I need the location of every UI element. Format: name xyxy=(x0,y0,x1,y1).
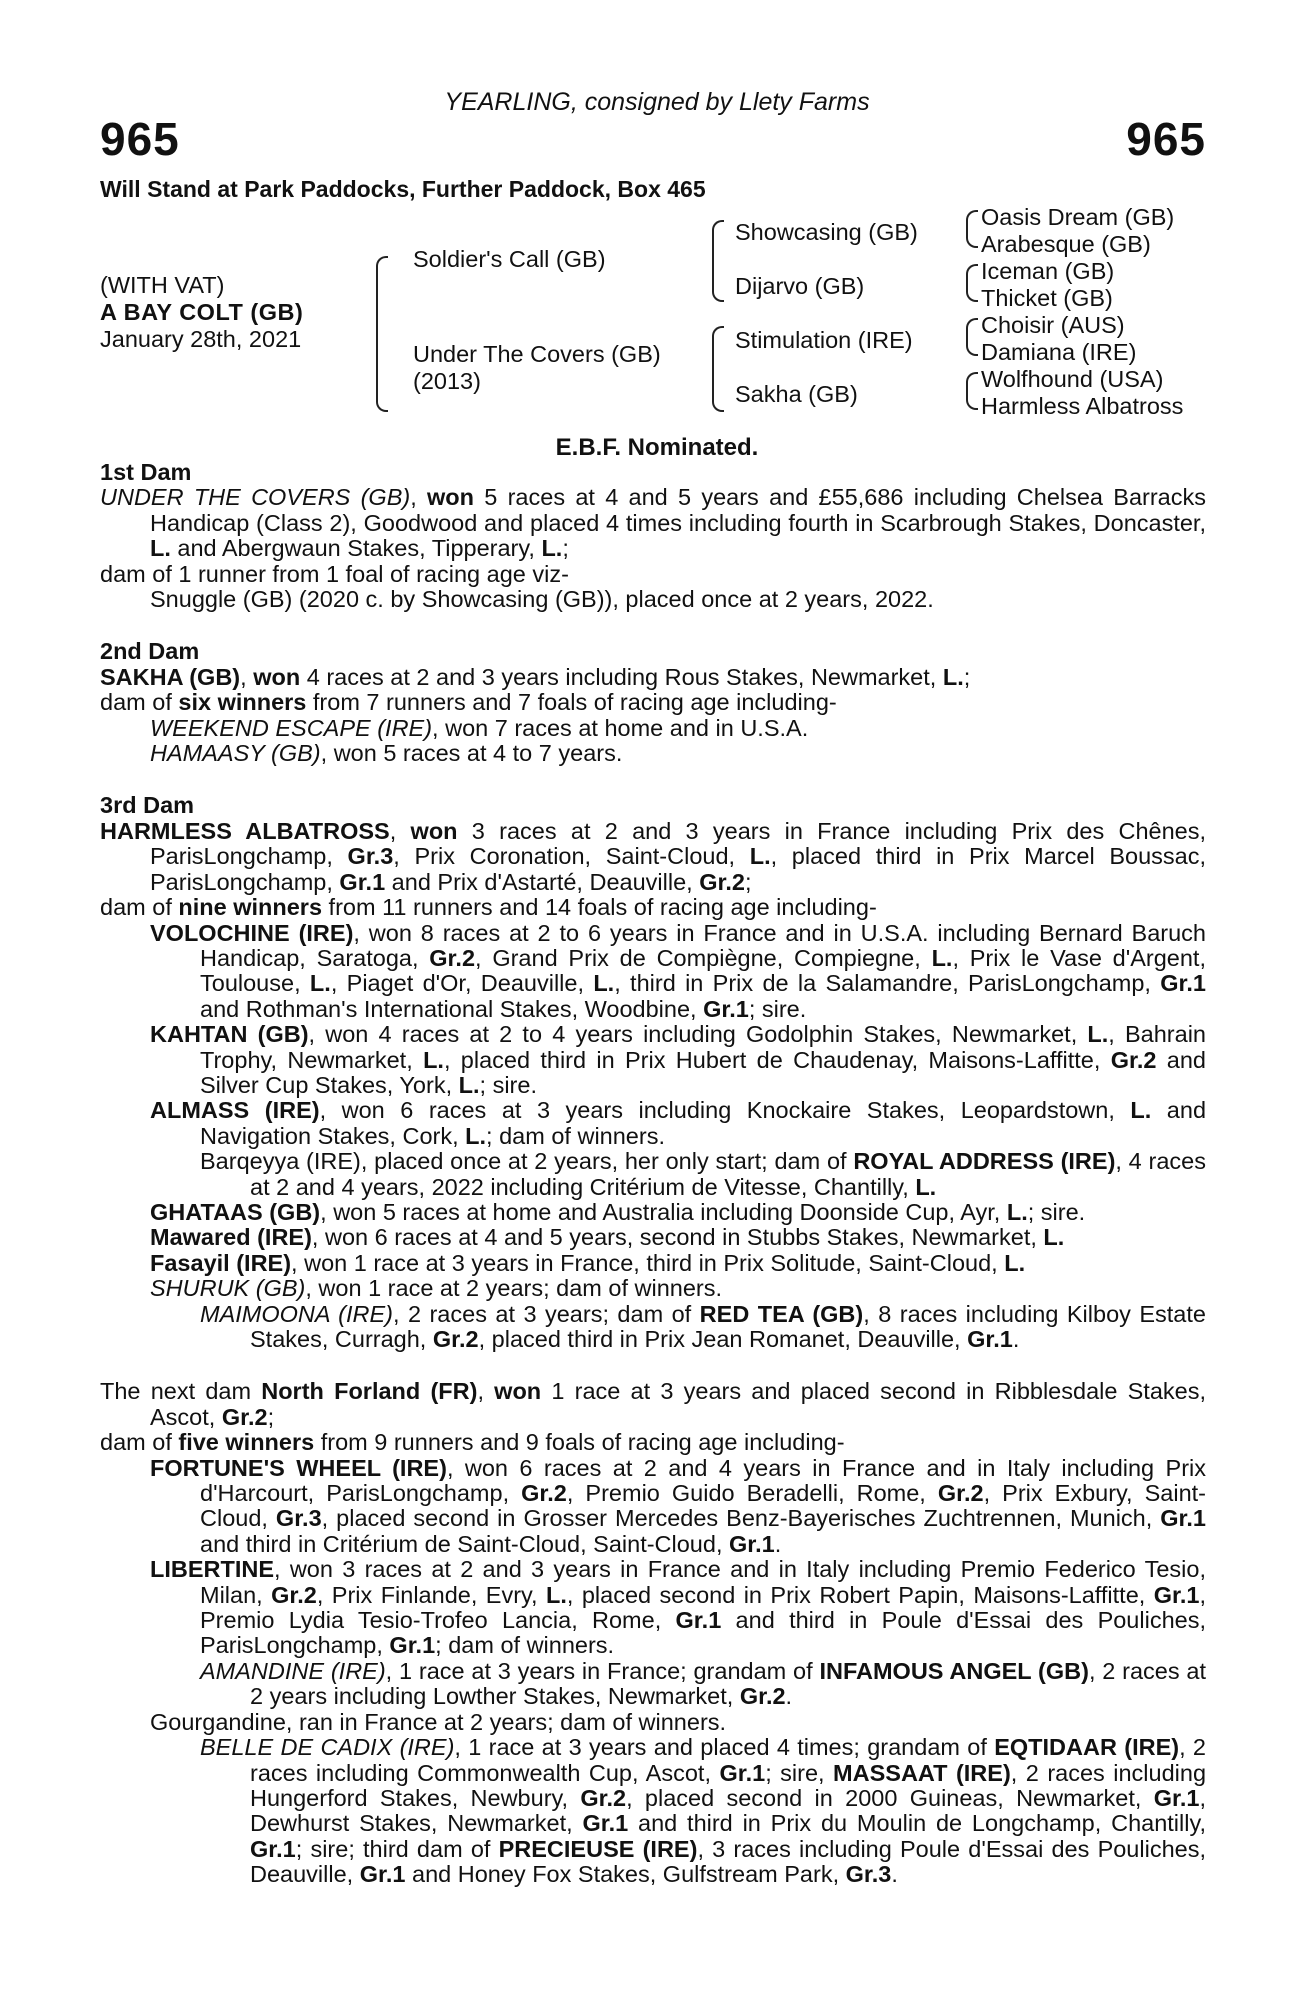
bracket-sire xyxy=(712,220,724,302)
dam3-granddaughter-maimoona: MAIMOONA (IRE), 2 races at 3 years; dam of RED TEA (GB), 8 races including Kilboy Estate Stakes, Curragh, Gr.2, placed third in Prix Jean Romanet, Deauville, Gr.1. xyxy=(200,1300,1206,1352)
g2: Arabesque (GB) xyxy=(981,231,1151,257)
next-dam-produce-summary: dam of five winners from 9 runners and 9 foals of racing age including- xyxy=(100,1429,845,1456)
next-offspring-gourgandine: Gourgandine, ran in France at 2 years; dam of winners. xyxy=(150,1708,727,1735)
ebf-nominated: E.B.F. Nominated. xyxy=(555,434,759,461)
bracket-g34 xyxy=(966,264,978,302)
dam3-offspring-fasayil: Fasayil (IRE), won 1 race at 3 years in France, third in Prix Solitude, Saint-Cloud, L. xyxy=(150,1249,1026,1276)
bracket-dam xyxy=(712,326,724,412)
bracket-g12 xyxy=(966,210,978,248)
dam-year: (2013) xyxy=(413,368,481,394)
dam-sire: Stimulation (IRE) xyxy=(735,327,913,353)
g4: Thicket (GB) xyxy=(981,285,1113,311)
dam2-offspring-weekend-escape: WEEKEND ESCAPE (IRE), won 7 races at home and in U.S.A. xyxy=(150,714,809,741)
g7: Wolfhound (USA) xyxy=(981,366,1164,392)
vat-note: (WITH VAT) xyxy=(100,272,225,298)
consignment-line: YEARLING, consigned by Llety Farms xyxy=(444,88,870,116)
g1: Oasis Dream (GB) xyxy=(981,204,1175,230)
next-granddaughter-belle-de-cadix: BELLE DE CADIX (IRE), 1 race at 3 years and placed 4 times; grandam of EQTIDAAR (IRE), 2 races including Commonwealth Cup, Ascot, Gr.1; sire, MASSAAT (IRE), 2 races including Hungerford Stakes, Newbury, Gr.2, placed second in 2000 Guineas, Newmarket, Gr.1, Dewhurst Stakes, Newmarket, Gr.1 and third in Prix du Moulin de Longchamp, Chantilly, Gr.1; sire; third dam of PRECIEUSE (IRE), 3 races including Poule d'Essai des Pouliches, Deauville, Gr.1 and Honey Fox Stakes, Gulfstream Park, Gr.3. xyxy=(200,1734,1207,1888)
next-offspring-fortunes-wheel: FORTUNE'S WHEEL (IRE), won 6 races at 2 and 4 years in France and in Italy including Prix d'Harcourt, ParisLongchamp, Gr.2, Premio Guido Beradelli, Rome, Gr.2, Prix Exbury, Saint-Cloud, Gr.3, placed second in Grosser Mercedes Benz-Bayerisches Zuchtrennen, Munich, Gr.1 and third in Critérium de Saint-Cloud, Saint-Cloud, Gr.1. xyxy=(150,1454,1207,1557)
sire-sire: Showcasing (GB) xyxy=(735,219,918,245)
dam2-offspring-hamaasy: HAMAASY (GB), won 5 races at 4 to 7 years. xyxy=(150,740,623,767)
g5: Choisir (AUS) xyxy=(981,312,1125,338)
sire-name: Soldier's Call (GB) xyxy=(413,246,606,272)
dam3-offspring-ghataas: GHATAAS (GB), won 5 races at home and Australia including Doonside Cup, Ayr, L.; sire. xyxy=(150,1198,1086,1225)
dam3-race-record: HARMLESS ALBATROSS, won 3 races at 2 and 3 years in France including Prix des Chênes, ParisLongchamp, Gr.3, Prix Coronation, Saint-Cloud, L., placed third in Prix Marcel Boussac, ParisLongchamp, Gr.1 and Prix d'Astarté, Deauville, Gr.2; xyxy=(100,817,1207,895)
dam3-granddaughter-barqeyya: Barqeyya (IRE), placed once at 2 years, her only start; dam of ROYAL ADDRESS (IRE), 4 races at 2 and 4 years, 2022 including Critérium de Vitesse, Chantilly, L. xyxy=(200,1148,1206,1200)
dam1-race-record: UNDER THE COVERS (GB), won 5 races at 4 and 5 years and £55,686 including Chelsea Barracks Handicap (Class 2), Goodwood and placed 4 times including fourth in Scarbrough Stakes, Doncaster, L. and Abergwaun Stakes, Tipperary, L.; xyxy=(100,484,1206,562)
heading-1st-dam: 1st Dam xyxy=(100,459,192,485)
heading-2nd-dam: 2nd Dam xyxy=(100,638,200,665)
dam3-offspring-mawared: Mawared (IRE), won 6 races at 4 and 5 years, second in Stubbs Stakes, Newmarket, L. xyxy=(150,1224,1065,1251)
lot-number-right: 965 xyxy=(1126,113,1206,165)
dam3-produce-summary: dam of nine winners from 11 runners and 14 foals of racing age including- xyxy=(100,894,877,921)
stand-location: Will Stand at Park Paddocks, Further Paddock, Box 465 xyxy=(100,176,706,202)
dam2-produce-summary: dam of six winners from 7 runners and 7 foals of racing age including- xyxy=(100,689,837,716)
g3: Iceman (GB) xyxy=(981,258,1115,284)
dam3-offspring-almass: ALMASS (IRE), won 6 races at 3 years including Knockaire Stakes, Leopardstown, L. and Navigation Stakes, Cork, L.; dam of winners. xyxy=(150,1097,1207,1149)
bracket-g56 xyxy=(966,318,978,356)
dam3-offspring-kahtan: KAHTAN (GB), won 4 races at 2 to 4 years including Godolphin Stakes, Newmarket, L., Bahrain Trophy, Newmarket, L., placed third in Prix Hubert de Chaudenay, Maisons-Laffitte, Gr.2 and Silver Cup Stakes, York, L.; sire. xyxy=(150,1021,1206,1098)
next-dam-race-record: The next dam North Forland (FR), won 1 race at 3 years and placed second in Ribblesdale Stakes, Ascot, Gr.2; xyxy=(100,1378,1206,1430)
bracket-g78 xyxy=(966,372,978,410)
dam-dam: Sakha (GB) xyxy=(735,381,858,407)
dam3-offspring-shuruk: SHURUK (GB), won 1 race at 2 years; dam of winners. xyxy=(150,1275,723,1302)
lot-number-left: 965 xyxy=(100,113,180,165)
dam1-produce-summary: dam of 1 runner from 1 foal of racing age viz- xyxy=(100,560,569,587)
heading-3rd-dam: 3rd Dam xyxy=(100,792,195,819)
dam-name: Under The Covers (GB) xyxy=(413,341,661,367)
bracket-parents xyxy=(376,256,388,412)
next-granddaughter-amandine: AMANDINE (IRE), 1 race at 3 years in France; grandam of INFAMOUS ANGEL (GB), 2 races at 2 years including Lowther Stakes, Newmarket, Gr.2. xyxy=(200,1657,1207,1710)
g8: Harmless Albatross xyxy=(981,393,1184,419)
g6: Damiana (IRE) xyxy=(981,339,1137,365)
dam1-foal: Snuggle (GB) (2020 c. by Showcasing (GB)), placed once at 2 years, 2022. xyxy=(150,586,934,613)
next-offspring-libertine: LIBERTINE, won 3 races at 2 and 3 years in France and in Italy including Premio Federico Tesio, Milan, Gr.2, Prix Finlande, Evry, L., placed second in Prix Robert Papin, Maisons-Laffitte, Gr.1, Premio Lydia Tesio-Trofeo Lancia, Rome, Gr.1 and third in Poule d'Essai des Pouliches, ParisLongchamp, Gr.1; dam of winners. xyxy=(150,1556,1206,1659)
horse-name: A BAY COLT (GB) xyxy=(100,299,304,325)
sire-dam: Dijarvo (GB) xyxy=(735,273,865,299)
catalogue-body xyxy=(100,460,1206,1888)
dam2-race-record: SAKHA (GB), won 4 races at 2 and 3 years including Rous Stakes, Newmarket, L.; xyxy=(100,663,971,690)
horse-dob: January 28th, 2021 xyxy=(100,326,302,352)
dam3-offspring-volochine: VOLOCHINE (IRE), won 8 races at 2 to 6 years in France and in U.S.A. including Bernard Baruch Handicap, Saratoga, Gr.2, Grand Prix de Compiègne, Compiegne, L., Prix le Vase d'Argent, Toulouse, L., Piaget d'Or, Deauville, L., third in Prix de la Salamandre, ParisLongchamp, Gr.1 and Rothman's International Stakes, Woodbine, Gr.1; sire. xyxy=(150,919,1206,1022)
